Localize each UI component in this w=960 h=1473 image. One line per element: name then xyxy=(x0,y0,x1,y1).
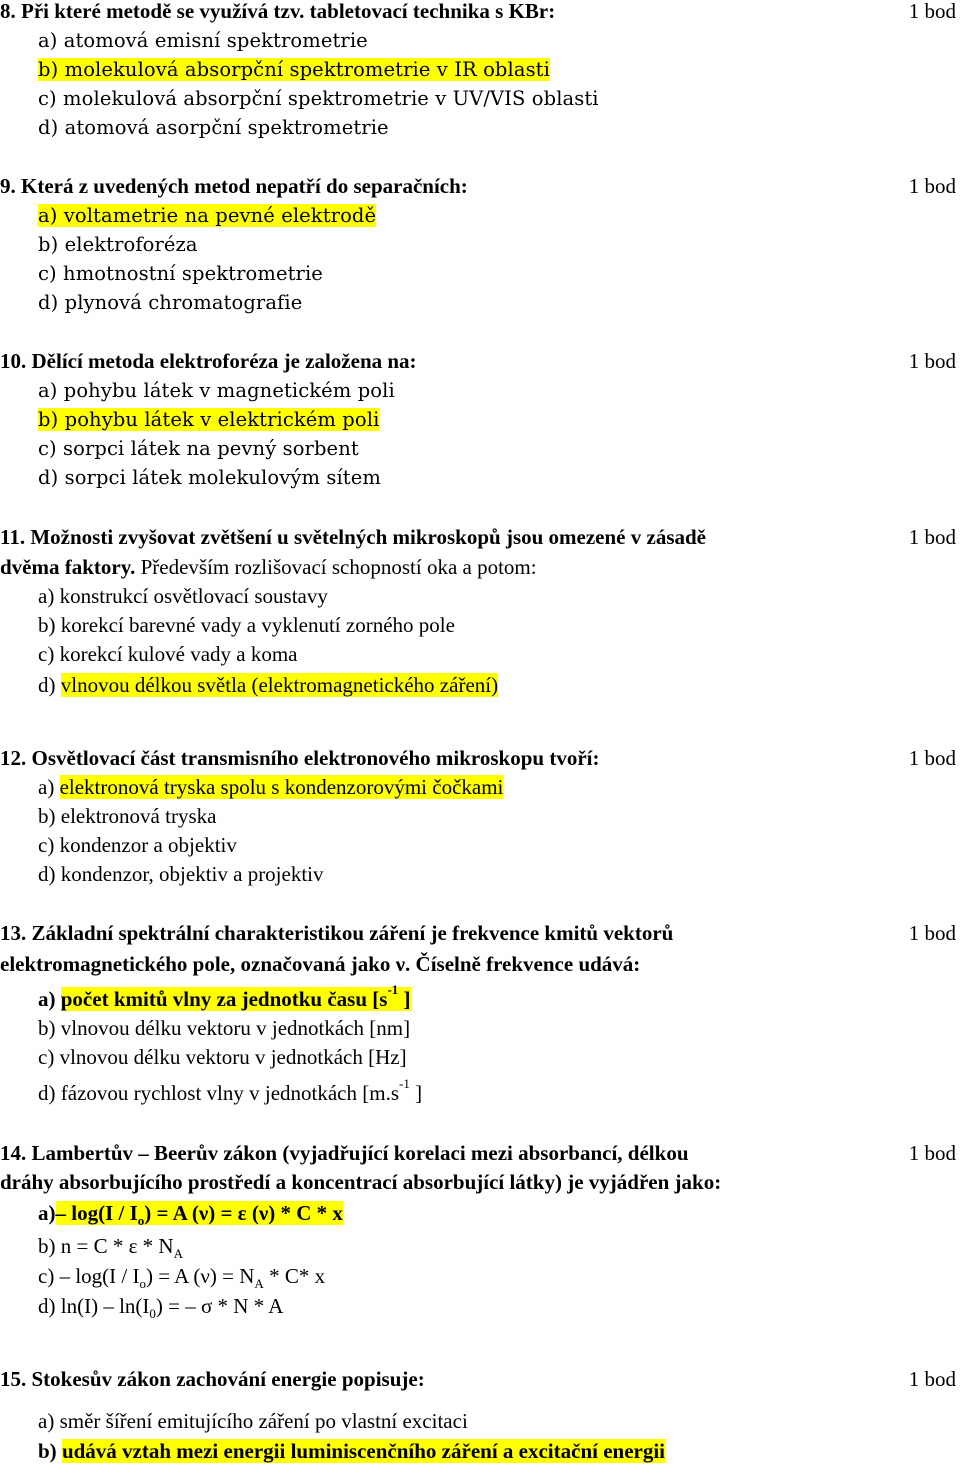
option-12b: b) elektronová tryska xyxy=(38,804,217,828)
option-12a-correct: a) elektronová tryska spolu s kondenzorovými čočkami xyxy=(38,775,504,799)
question-14 xyxy=(0,1140,689,1166)
option-9b: b) elektroforéza xyxy=(38,233,198,256)
points-label: 1 bod xyxy=(908,746,956,770)
question-10 xyxy=(0,348,417,374)
option-13d: d) fázovou rychlost vlny v jednotkách [$m.s^{-1}$ ] xyxy=(38,1076,423,1105)
question-number: 13. xyxy=(0,921,27,945)
option-13b: b) vlnovou délku vektoru v jednotkách [nm] xyxy=(38,1016,411,1040)
question-text: Při které metodě se využívá tzv. tabletovací technika s KBr: xyxy=(21,0,556,23)
question-12 xyxy=(0,745,599,771)
points-label: 1 bod xyxy=(908,1367,956,1391)
option-13c: c) vlnovou délku vektoru v jednotkách [Hz] xyxy=(38,1045,407,1069)
points-label: 1 bod xyxy=(908,525,956,549)
option-9a-correct: a) voltametrie na pevné elektrodě xyxy=(38,204,377,227)
option-8a: a) atomová emisní spektrometrie xyxy=(38,29,368,52)
points-label: 1 bod xyxy=(908,174,956,198)
option-15b-correct: b) udává vztah mezi energii luminiscenčního záření a excitační energii xyxy=(38,1439,666,1463)
question-text: Možnosti zvyšovat zvětšení u světelných mikroskopů jsou omezené v zásadě xyxy=(30,525,706,549)
question-text: Lambertův – Beerův zákon (vyjadřující korelaci mezi absorbancí, délkou xyxy=(31,1141,689,1165)
question-8 xyxy=(0,0,555,24)
option-14a-correct: a)– $\log(I / I_o) = A$ (ν) = ε (ν) * C * x xyxy=(38,1201,343,1228)
question-11-line2: dvěma faktory. Především rozlišovací schopností oka a potom: xyxy=(0,555,537,579)
option-8b-correct: b) molekulová absorpční spektrometrie v IR oblasti xyxy=(38,58,550,81)
option-12c: c) kondenzor a objektiv xyxy=(38,833,237,857)
option-14d: d) $\ln(I) - \ln(I_0)$ = – σ * N * A xyxy=(38,1294,284,1321)
question-number: 15. xyxy=(0,1367,27,1391)
question-number: 9. xyxy=(0,174,16,198)
question-number: 12. xyxy=(0,746,27,770)
question-11 xyxy=(0,524,706,550)
option-11a: a) konstrukcí osvětlovací soustavy xyxy=(38,584,328,608)
points-label: 1 bod xyxy=(908,1141,956,1165)
question-text: Základní spektrální charakteristikou záření je frekvence kmitů vektorů xyxy=(31,921,674,945)
option-14c: $c) - \log(I / I_o) = A$ $(\nu) = N_A * C*$ x xyxy=(38,1264,326,1291)
question-number: 10. xyxy=(0,349,27,373)
question-text: Která z uvedených metod nepatří do separačních: xyxy=(21,174,468,198)
option-11b: b) korekcí barevné vady a vyklenutí zorného pole xyxy=(38,613,455,637)
points-label: 1 bod xyxy=(908,921,956,945)
question-13 xyxy=(0,920,673,946)
question-number: 14. xyxy=(0,1141,27,1165)
question-number: 8. xyxy=(0,0,16,23)
option-10d: d) sorpci látek molekulovým sítem xyxy=(38,466,381,489)
option-8c: c) molekulová absorpční spektrometrie v UV/VIS oblasti xyxy=(38,87,599,110)
option-12d: d) kondenzor, objektiv a projektiv xyxy=(38,862,324,886)
option-14b: b) $n = C * \varepsilon * N_A$ xyxy=(38,1234,183,1261)
option-13a-correct: a) počet kmitů vlny za jednotku času [$s^{-1}$ ] xyxy=(38,982,411,1011)
option-10c: c) sorpci látek na pevný sorbent xyxy=(38,437,359,460)
question-text: Osvětlovací část transmisního elektronového mikroskopu tvoří: xyxy=(31,746,600,770)
question-text: Dělící metoda elektroforéza je založena na: xyxy=(31,349,417,373)
points-label: 1 bod xyxy=(908,0,956,23)
option-9c: c) hmotnostní spektrometrie xyxy=(38,262,323,285)
points-label: 1 bod xyxy=(908,349,956,373)
option-10b-correct: b) pohybu látek v elektrickém poli xyxy=(38,408,380,431)
option-8d: d) atomová asorpční spektrometrie xyxy=(38,116,389,139)
question-13-line2: elektromagnetického pole, označovaná jako ν. Číselně frekvence udává: xyxy=(0,952,641,976)
option-11d-correct: d) vlnovou délkou světla (elektromagnetického záření) xyxy=(38,673,499,697)
question-14-line2: dráhy absorbujícího prostředí a koncentrací absorbující látky) je vyjádřen jako: xyxy=(0,1170,722,1194)
question-number: 11. xyxy=(0,525,26,549)
question-15 xyxy=(0,1366,425,1392)
option-10a: a) pohybu látek v magnetickém poli xyxy=(38,379,395,402)
option-15a: a) směr šíření emitujícího záření po vlastní excitaci xyxy=(38,1409,468,1433)
option-11c: c) korekcí kulové vady a koma xyxy=(38,642,298,666)
question-text: Stokesův zákon zachování energie popisuje: xyxy=(31,1367,425,1391)
question-9 xyxy=(0,173,468,199)
option-9d: d) plynová chromatografie xyxy=(38,291,303,314)
